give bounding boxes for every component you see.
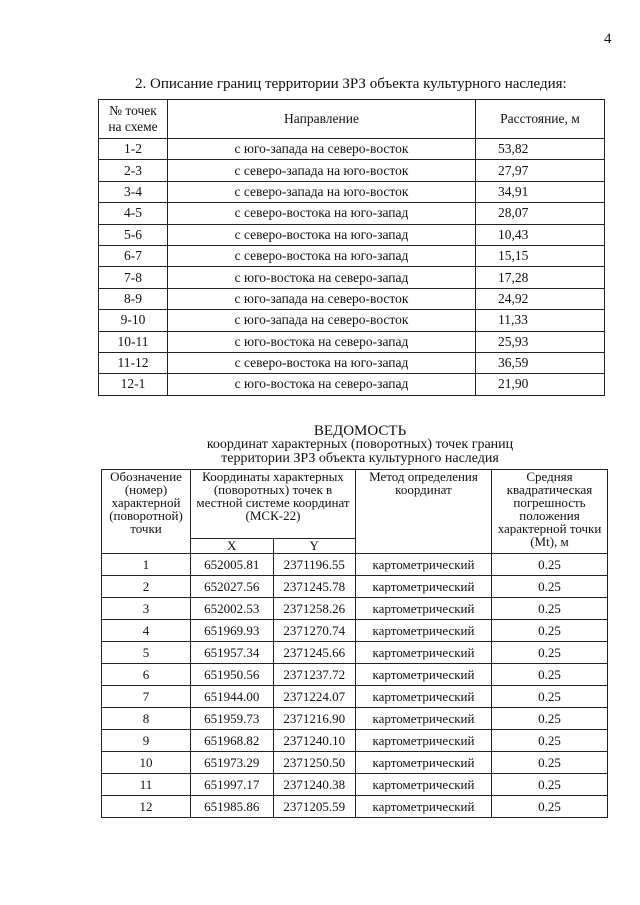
y-coordinate: 2371245.78 <box>273 576 356 598</box>
direction-column-header: Направление <box>168 100 476 139</box>
y-coordinate: 2371258.26 <box>273 598 356 620</box>
x-coordinate: 651968.82 <box>191 730 274 752</box>
error-value: 0.25 <box>492 730 608 752</box>
method-column-header: Метод определения координат <box>356 470 492 554</box>
segment-direction: с юго-запада на северо-восток <box>168 139 476 160</box>
segment-number: 10-11 <box>99 331 168 352</box>
x-coordinate: 651997.17 <box>191 774 274 796</box>
coordinates-column-header: Координаты характерных (поворотных) точек в местной системе координат (МСК-22) <box>191 470 356 539</box>
table-row <box>99 310 605 331</box>
segment-distance: 21,90 <box>476 374 605 395</box>
x-coordinate: 651969.93 <box>191 620 274 642</box>
x-coordinate: 651973.29 <box>191 752 274 774</box>
table-row <box>99 352 605 373</box>
segment-direction: с северо-востока на юго-запад <box>168 352 476 373</box>
table-row <box>102 620 608 642</box>
error-value: 0.25 <box>492 620 608 642</box>
error-value: 0.25 <box>492 554 608 576</box>
segment-direction: с северо-востока на юго-запад <box>168 224 476 245</box>
table-row <box>102 730 608 752</box>
error-value: 0.25 <box>492 774 608 796</box>
segment-distance: 15,15 <box>476 245 605 266</box>
y-coordinate: 2371216.90 <box>273 708 356 730</box>
segment-direction: с юго-востока на северо-запад <box>168 331 476 352</box>
y-coordinate: 2371270.74 <box>273 620 356 642</box>
y-column-header: Y <box>273 539 356 554</box>
method-value: картометрический <box>356 686 492 708</box>
point-number: 1 <box>102 554 191 576</box>
x-coordinate: 651950.56 <box>191 664 274 686</box>
point-number: 10 <box>102 752 191 774</box>
statement-subtitle-line2: территории ЗРЗ объекта культурного наследия <box>221 451 499 466</box>
segment-number: 12-1 <box>99 374 168 395</box>
method-value: картометрический <box>356 620 492 642</box>
points-header-line2: на схеме <box>108 119 158 134</box>
x-coordinate: 651985.86 <box>191 796 274 818</box>
table-row <box>102 796 608 818</box>
segment-direction: с северо-востока на юго-запад <box>168 245 476 266</box>
point-number: 5 <box>102 642 191 664</box>
point-number: 11 <box>102 774 191 796</box>
segment-distance: 11,33 <box>476 310 605 331</box>
y-coordinate: 2371240.38 <box>273 774 356 796</box>
y-coordinate: 2371245.66 <box>273 642 356 664</box>
segment-number: 9-10 <box>99 310 168 331</box>
table-row <box>99 203 605 224</box>
coordinates-table-header-row <box>102 470 608 539</box>
segment-number: 6-7 <box>99 245 168 266</box>
table-row <box>99 331 605 352</box>
statement-subtitle-line1: координат характерных (поворотных) точек границ <box>206 437 514 452</box>
y-coordinate: 2371205.59 <box>273 796 356 818</box>
method-value: картометрический <box>356 752 492 774</box>
method-value: картометрический <box>356 598 492 620</box>
segment-direction: с северо-запада на юго-восток <box>168 181 476 202</box>
table-row <box>102 598 608 620</box>
designation-column-header: Обозначение (номер) характерной (поворотной) точки <box>102 470 191 554</box>
segment-distance: 24,92 <box>476 288 605 309</box>
x-column-header: X <box>191 539 274 554</box>
point-number: 7 <box>102 686 191 708</box>
table-row <box>102 686 608 708</box>
method-value: картометрический <box>356 796 492 818</box>
page-number: 4 <box>604 31 612 47</box>
section-title: 2. Описание границ территории ЗРЗ объекта культурного наследия: <box>135 76 567 92</box>
method-value: картометрический <box>356 664 492 686</box>
segment-direction: с юго-запада на северо-восток <box>168 288 476 309</box>
table-row <box>99 139 605 160</box>
segment-direction: с юго-востока на северо-запад <box>168 267 476 288</box>
error-value: 0.25 <box>492 642 608 664</box>
segment-direction: с северо-востока на юго-запад <box>168 203 476 224</box>
error-value: 0.25 <box>492 708 608 730</box>
segment-distance: 27,97 <box>476 160 605 181</box>
method-value: картометрический <box>356 554 492 576</box>
x-coordinate: 651957.34 <box>191 642 274 664</box>
x-coordinate: 651944.00 <box>191 686 274 708</box>
y-coordinate: 2371196.55 <box>273 554 356 576</box>
segment-distance: 28,07 <box>476 203 605 224</box>
table-row <box>102 774 608 796</box>
segment-direction: с юго-востока на северо-запад <box>168 374 476 395</box>
error-value: 0.25 <box>492 686 608 708</box>
y-coordinate: 2371237.72 <box>273 664 356 686</box>
boundary-table <box>98 99 605 396</box>
method-value: картометрический <box>356 576 492 598</box>
table-row <box>102 752 608 774</box>
table-row <box>99 288 605 309</box>
table-row <box>102 554 608 576</box>
statement-heading <box>180 424 540 466</box>
table-row <box>102 708 608 730</box>
table-row <box>102 642 608 664</box>
x-coordinate: 651959.73 <box>191 708 274 730</box>
x-coordinate: 652002.53 <box>191 598 274 620</box>
x-coordinate: 652027.56 <box>191 576 274 598</box>
segment-distance: 10,43 <box>476 224 605 245</box>
y-coordinate: 2371240.10 <box>273 730 356 752</box>
segment-number: 2-3 <box>99 160 168 181</box>
table-row <box>99 267 605 288</box>
error-value: 0.25 <box>492 796 608 818</box>
points-header-line1: № точек <box>109 103 157 118</box>
table-row <box>102 576 608 598</box>
coordinates-table <box>101 469 608 818</box>
x-coordinate: 652005.81 <box>191 554 274 576</box>
point-number: 12 <box>102 796 191 818</box>
segment-number: 1-2 <box>99 139 168 160</box>
segment-distance: 53,82 <box>476 139 605 160</box>
statement-title: ВЕДОМОСТЬ <box>313 423 407 439</box>
segment-number: 3-4 <box>99 181 168 202</box>
method-value: картометрический <box>356 642 492 664</box>
table-row <box>99 224 605 245</box>
segment-direction: с юго-запада на северо-восток <box>168 310 476 331</box>
table-row <box>99 160 605 181</box>
error-column-header: Средняя квадратическая погрешность положения характерной точки (Mt), м <box>492 470 608 554</box>
error-value: 0.25 <box>492 598 608 620</box>
error-value: 0.25 <box>492 752 608 774</box>
segment-distance: 25,93 <box>476 331 605 352</box>
segment-direction: с северо-запада на юго-восток <box>168 160 476 181</box>
table-row <box>102 664 608 686</box>
method-value: картометрический <box>356 774 492 796</box>
point-number: 8 <box>102 708 191 730</box>
table-row <box>99 245 605 266</box>
boundary-table-header-row <box>99 100 605 139</box>
segment-number: 5-6 <box>99 224 168 245</box>
point-number: 9 <box>102 730 191 752</box>
segment-number: 4-5 <box>99 203 168 224</box>
table-row <box>99 374 605 395</box>
point-number: 4 <box>102 620 191 642</box>
point-number: 3 <box>102 598 191 620</box>
segment-distance: 17,28 <box>476 267 605 288</box>
distance-column-header: Расстояние, м <box>476 100 605 139</box>
method-value: картометрический <box>356 730 492 752</box>
segment-distance: 36,59 <box>476 352 605 373</box>
points-column-header <box>99 100 168 139</box>
method-value: картометрический <box>356 708 492 730</box>
y-coordinate: 2371250.50 <box>273 752 356 774</box>
point-number: 2 <box>102 576 191 598</box>
error-value: 0.25 <box>492 576 608 598</box>
point-number: 6 <box>102 664 191 686</box>
table-row <box>99 181 605 202</box>
segment-number: 8-9 <box>99 288 168 309</box>
segment-number: 7-8 <box>99 267 168 288</box>
y-coordinate: 2371224.07 <box>273 686 356 708</box>
segment-distance: 34,91 <box>476 181 605 202</box>
segment-number: 11-12 <box>99 352 168 373</box>
error-value: 0.25 <box>492 664 608 686</box>
